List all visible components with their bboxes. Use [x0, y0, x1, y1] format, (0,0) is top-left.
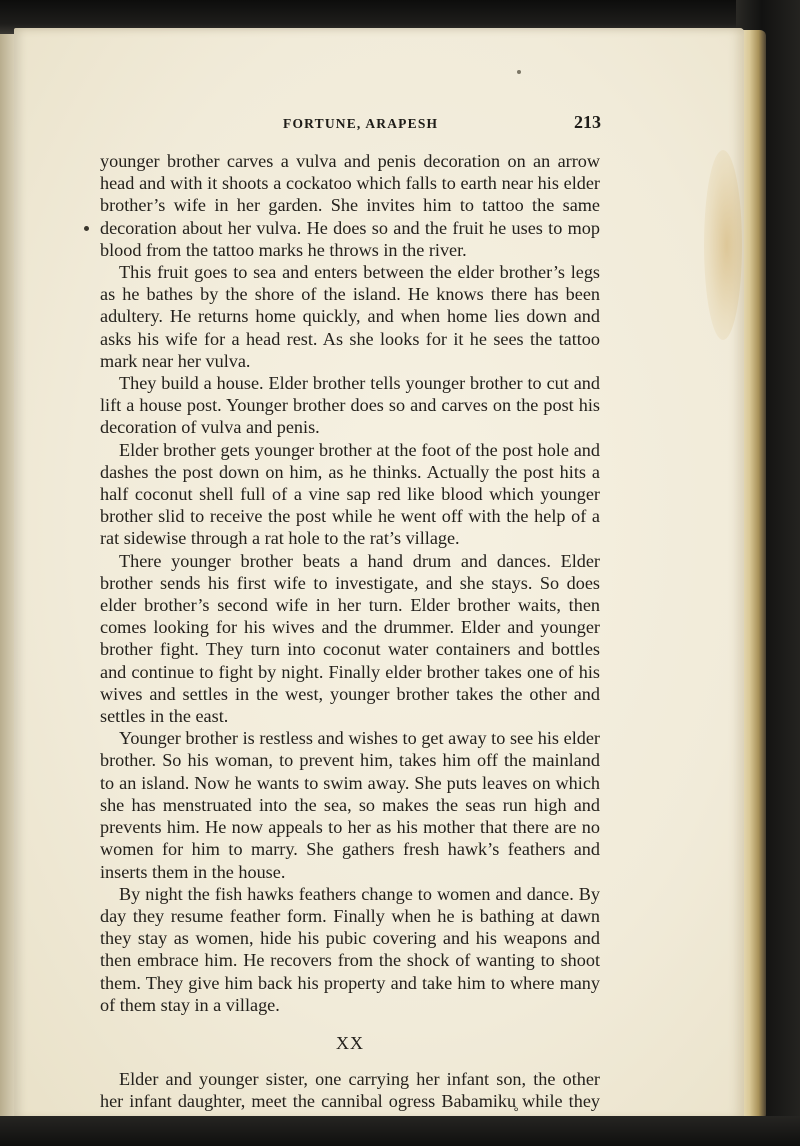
page-stain	[704, 150, 742, 340]
section-heading: XX	[336, 1032, 364, 1053]
paragraph-5: There younger brother beats a hand drum and dances. Elder brother sends his first wife to investigate, and she stays. So does elder brother’s second wife in her turn. Elder brother waits, then comes looking for his wives and the drummer. Elder and younger brother fight. They turn into coconut water containers and bottles and continue to fight by night. Finally elder brother takes one of his wives and settles in the west, younger brother takes the other and settles in the east.	[100, 550, 600, 727]
paragraph-3: They build a house. Elder brother tells younger brother to cut and lift a house post. Younger brother does so and carves on the post his decoration of vulva and penis.	[100, 373, 600, 438]
paragraph-7: By night the fish hawks feathers change to women and dance. By day they resume feather form. Finally when he is bathing at dawn they stay as women, hide his pubic covering and his weapons and then embrace him. He recovers from the shock of wanting to shoot them. They give him back his property and take him to where many of them stay in a village.	[100, 883, 600, 1015]
page-number: 213	[574, 112, 601, 132]
paragraph-4: Elder brother gets younger brother at the foot of the post hole and dashes the post down on him, as he thinks. Actually the post hits a half coconut shell full of a vine sap red like blood which younger brother slid to receive the post while he went off with the help of a rat sidewise through a rat hole to the rat’s village.	[100, 439, 600, 549]
paragraph-1: younger brother carves a vulva and penis decoration on an arrow head and with it shoots a cockatoo which falls to earth near his elder brother’s wife in her garden. She invites him to tattoo the same decoration about her vulva. He does so and the fruit he uses to mop blood from the tattoo marks he throws in the river.	[100, 151, 600, 260]
bottom-edge	[0, 1116, 800, 1146]
page-header	[100, 112, 600, 142]
running-head: FORTUNE, ARAPESH	[283, 116, 439, 131]
paragraph-6: Younger brother is restless and wishes to get away to see his elder brother. So his woman, to prevent him, takes him off the mainland to an island. Now he wants to swim away. She puts leaves on which she has menstruated into the sea, so makes the seas run high and prevents him. He now appeals to her as his mother that there are no women for him to marry. She gathers fresh hawk’s feathers and inserts them in the house.	[100, 728, 600, 882]
body-text	[100, 150, 600, 1146]
paragraph-8: Elder and younger sister, one carrying her infant son, the other her infant daughter, meet the cannibal ogress Babamiku̥ while they	[100, 1069, 600, 1112]
margin-dot	[84, 226, 89, 231]
paragraph-2: This fruit goes to sea and enters between the elder brother’s legs as he bathes by the shore of the island. He knows there has been adultery. He returns home quickly, and when home lies down and asks his wife for a head rest. As she looks for it he sees the tattoo mark near her vulva.	[100, 262, 600, 371]
page-fleck	[517, 70, 521, 74]
